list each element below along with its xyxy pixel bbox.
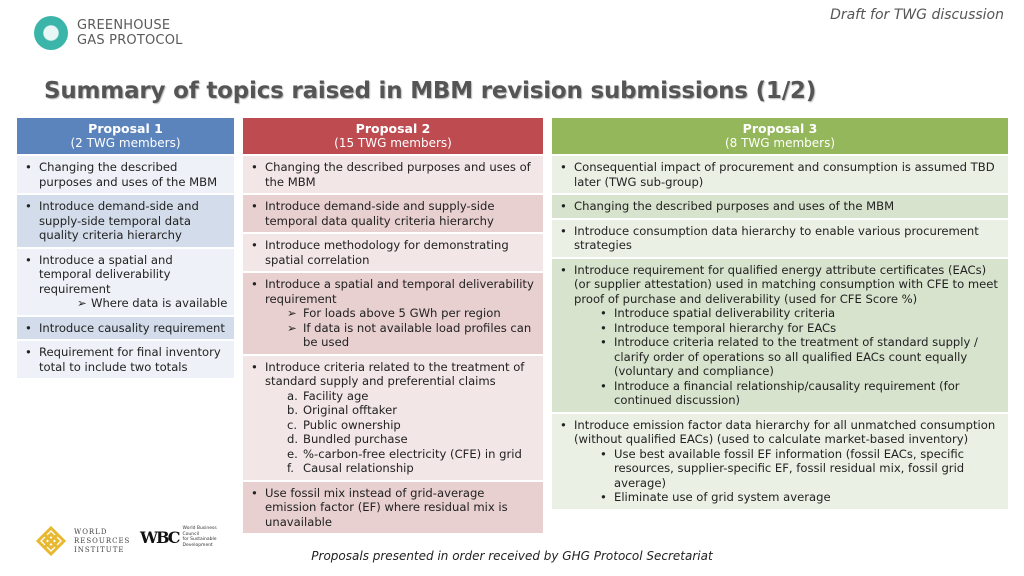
bullet-icon: • — [251, 238, 258, 252]
bullet-icon: • — [25, 320, 32, 335]
sub-topic-text: Where data is available — [91, 296, 228, 310]
wbc-line2: Council — [182, 531, 200, 537]
sub-topic-text: Facility age — [303, 388, 369, 403]
topic-text: Introduce demand-side and supply-side temporal data quality criteria hierarchy — [265, 199, 495, 228]
sub-marker: a. — [287, 388, 298, 403]
proposal-3-column — [552, 118, 1008, 509]
sub-topic — [574, 335, 1002, 379]
ghg-protocol-logo — [34, 16, 183, 50]
bullet-icon: • — [25, 160, 32, 174]
wbcsd-text — [183, 526, 217, 548]
sub-marker: b. — [287, 403, 299, 417]
topic-text: Introduce criteria related to the treatment of standard supply and preferential claims — [265, 359, 525, 388]
topic-text: Introduce demand-side and supply-side temporal data quality criteria hierarchy — [39, 199, 199, 242]
sub-topic — [574, 306, 1002, 321]
topic-text: Introduce methodology for demonstrating spatial correlation — [265, 238, 509, 267]
sub-topic-text: Eliminate use of grid system average — [614, 490, 831, 504]
topic-row — [17, 154, 234, 193]
proposal-members: (8 TWG members) — [724, 136, 836, 150]
wbcsd-mark-icon: WBC — [140, 527, 179, 547]
sub-topic-text: Introduce a financial relationship/causality requirement (for continued discussion) — [614, 378, 960, 407]
bullet-icon: • — [25, 199, 32, 213]
proposal-topics — [552, 154, 1008, 509]
logo-line2: GAS PROTOCOL — [77, 33, 183, 48]
sub-topic-text: Public ownership — [303, 417, 401, 432]
topic-row — [243, 193, 543, 232]
sub-topic — [265, 432, 537, 447]
proposal-header — [552, 118, 1008, 154]
footer-note: Proposals presented in order received by GHG Protocol Secretariat — [311, 549, 713, 563]
wbc-line3: for Sustainable — [182, 537, 217, 542]
topic-text: Introduce a spatial and temporal deliverability requirement — [39, 252, 173, 296]
bullet-icon: • — [560, 223, 567, 238]
wbc-line4: Development — [182, 542, 213, 548]
topic-row — [17, 339, 234, 378]
bullet-icon: • — [600, 320, 607, 335]
sub-topic — [265, 321, 537, 350]
proposal-header — [243, 118, 543, 154]
topic-text: Introduce consumption data hierarchy to enable various procurement strategies — [574, 223, 979, 252]
bullet-icon: • — [251, 277, 258, 291]
topic-text: Introduce causality requirement — [39, 320, 225, 335]
sub-topic-text: Use best available fossil EF information (fossil EACs, specific resources, supplier-specific EF, fossil residual mix, fossil grid average) — [614, 446, 965, 490]
bullet-icon: • — [560, 417, 567, 432]
sub-topic — [265, 461, 537, 476]
bullet-icon: • — [251, 359, 258, 374]
topic-text: Introduce a spatial and temporal deliverability requirement — [265, 277, 534, 306]
sub-topic-text: Bundled purchase — [303, 432, 408, 446]
topic-row — [552, 193, 1008, 218]
topic-row — [552, 412, 1008, 509]
topic-text: Changing the described purposes and uses of the MBM — [265, 160, 531, 189]
sub-topic-text: Introduce criteria related to the treatment of standard supply / clarify order of operations so all qualified EACs count equally (voluntary and compliance) — [614, 335, 978, 378]
topic-text: Use fossil mix instead of grid-average emission factor (EF) where residual mix is unavailable — [265, 485, 508, 529]
sub-topic-text: Introduce temporal hierarchy for EACs — [614, 320, 837, 335]
slide-title: Summary of topics raised in MBM revision submissions (1/2) — [44, 78, 817, 104]
sub-topic — [265, 389, 537, 404]
sub-topic-text: Introduce spatial deliverability criteria — [614, 306, 836, 320]
bullet-icon: • — [251, 160, 258, 174]
arrow-bullet-icon: ➢ — [287, 306, 297, 320]
proposal-topics — [17, 154, 234, 378]
topic-text: Consequential impact of procurement and consumption is assumed TBD later (TWG sub-group) — [574, 160, 995, 189]
topic-row — [552, 154, 1008, 193]
bullet-icon: • — [600, 446, 607, 461]
topic-text: Introduce emission factor data hierarchy for all unmatched consumption (without qualified EACs) (used to calculate market-based inventory) — [574, 417, 996, 446]
bullet-icon: • — [600, 335, 607, 349]
wri-line1: WORLD — [74, 527, 108, 536]
proposal-title: Proposal 3 — [742, 121, 818, 136]
bullet-icon: • — [251, 199, 258, 213]
sub-topic — [574, 321, 1002, 336]
topic-text: Requirement for final inventory total to include two totals — [39, 345, 221, 374]
sub-topic — [574, 447, 1002, 491]
topic-row — [243, 480, 543, 534]
proposal-topics — [243, 154, 543, 533]
proposal-header — [17, 118, 234, 154]
wbcsd-logo — [140, 526, 217, 548]
sub-topic-text: Causal relationship — [303, 461, 414, 475]
sub-topic — [265, 403, 537, 418]
topic-row — [17, 193, 234, 247]
sub-topic — [574, 490, 1002, 505]
topic-row — [17, 315, 234, 340]
topic-row — [552, 257, 1008, 412]
bullet-icon: • — [560, 262, 567, 277]
ghg-logo-ring-icon — [34, 16, 68, 50]
logo-text — [77, 18, 183, 48]
sub-marker: c. — [287, 417, 298, 432]
topic-text: Changing the described purposes and uses of the MBM — [39, 160, 218, 189]
sub-topic — [574, 379, 1002, 408]
bullet-icon: • — [560, 199, 567, 213]
proposal-members: (2 TWG members) — [70, 136, 181, 150]
topic-text: Introduce requirement for qualified energy attribute certificates (EACs) (or supplier attestation) used in matching consumption with CFE to meet proof of purchase and deliverability (used for CFE Score %) — [574, 262, 998, 306]
topic-row — [17, 247, 234, 315]
bullet-icon: • — [600, 490, 607, 504]
logo-line1: GREENHOUSE — [77, 18, 171, 33]
proposal-title: Proposal 1 — [88, 121, 163, 136]
bullet-icon: • — [251, 485, 258, 500]
proposal-title: Proposal 2 — [355, 121, 431, 136]
bullet-icon: • — [600, 378, 607, 393]
bullet-icon: • — [25, 252, 32, 267]
sub-marker: f. — [287, 461, 294, 475]
sub-topic-text: Original offtaker — [303, 403, 397, 417]
sub-topic-text: For loads above 5 GWh per region — [303, 306, 501, 320]
draft-note: Draft for TWG discussion — [830, 7, 1004, 23]
sub-topic — [265, 306, 537, 321]
topic-row — [243, 232, 543, 271]
topic-text: Changing the described purposes and uses of the MBM — [574, 199, 895, 213]
sub-topic — [265, 418, 537, 433]
topic-row — [552, 218, 1008, 257]
bullet-icon: • — [600, 306, 607, 320]
bullet-icon: • — [25, 345, 32, 359]
sub-marker: d. — [287, 432, 299, 446]
bullet-icon: • — [560, 160, 567, 174]
proposal-members: (15 TWG members) — [334, 136, 452, 150]
arrow-bullet-icon: ➢ — [77, 296, 87, 310]
proposal-2-column — [243, 118, 543, 533]
sub-topic-text: If data is not available load profiles can be used — [303, 320, 532, 349]
sub-topic — [265, 447, 537, 462]
topic-row — [243, 271, 543, 354]
topic-row — [243, 154, 543, 193]
sub-topic — [39, 296, 228, 311]
proposal-1-column — [17, 118, 234, 378]
wbc-line1: World Business — [182, 526, 217, 531]
arrow-bullet-icon: ➢ — [287, 320, 297, 335]
topic-row — [243, 354, 543, 480]
sub-topic-text: %-carbon-free electricity (CFE) in grid — [303, 446, 522, 461]
sub-marker: e. — [287, 446, 298, 461]
wri-line3: INSTITUTE — [74, 545, 125, 554]
wri-line2: RESOURCES — [74, 536, 131, 545]
